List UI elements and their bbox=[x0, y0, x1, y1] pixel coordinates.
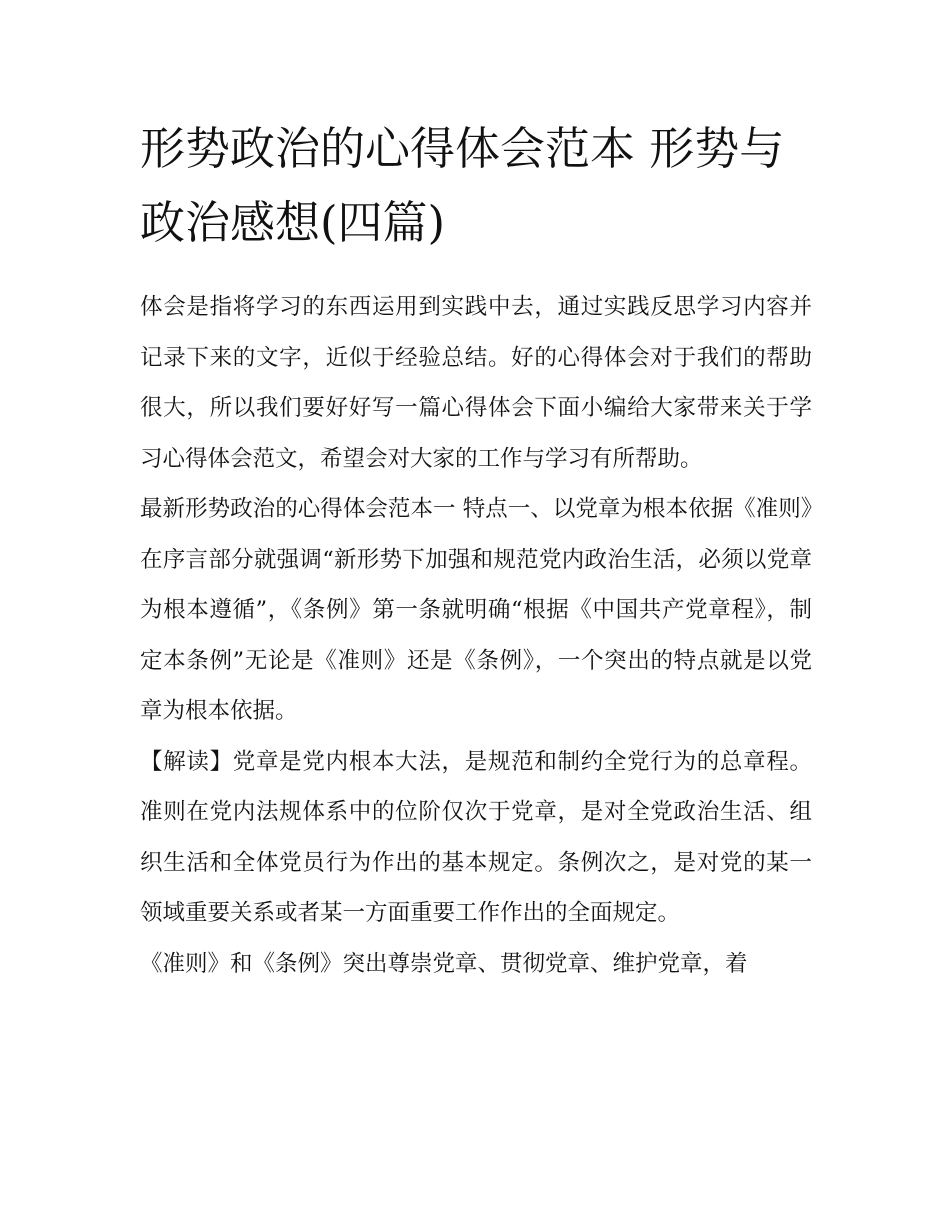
document-title: 形势政治的心得体会范本 形势与政治感想(四篇) bbox=[140, 122, 785, 249]
paragraph-continued: 《准则》和《条例》突出尊崇党章、贯彻党章、维护党章，着 bbox=[140, 950, 748, 977]
paragraph-intro: 体会是指将学习的东西运用到实践中去，通过实践反思学习内容并记录下来的文字，近似于经验总结。好的心得体会对于我们的帮助很大，所以我们要好好写一篇心得体会下面小编给大家带来关于学习心得体会范文，希望会对大家的工作与学习有所帮助。 bbox=[140, 294, 812, 472]
document-content bbox=[140, 112, 812, 989]
paragraph-section-one: 最新形势政治的心得体会范本一 特点一、以党章为根本依据《准则》在序言部分就强调“新形势下加强和规范党内政治生活，必须以党章为根本遵循”，《条例》第一条就明确“根据《中国共产党章程》，制定本条例”无论是《准则》还是《条例》，一个突出的特点就是以党章为根本依据。 bbox=[140, 496, 812, 724]
paragraph-interpretation: 【解读】党章是党内根本大法，是规范和制约全党行为的总章程。准则在党内法规体系中的位阶仅次于党章，是对全党政治生活、组织生活和全体党员行为作出的基本规定。条例次之，是对党的某一领域重要关系或者某一方面重要工作作出的全面规定。 bbox=[140, 748, 812, 926]
